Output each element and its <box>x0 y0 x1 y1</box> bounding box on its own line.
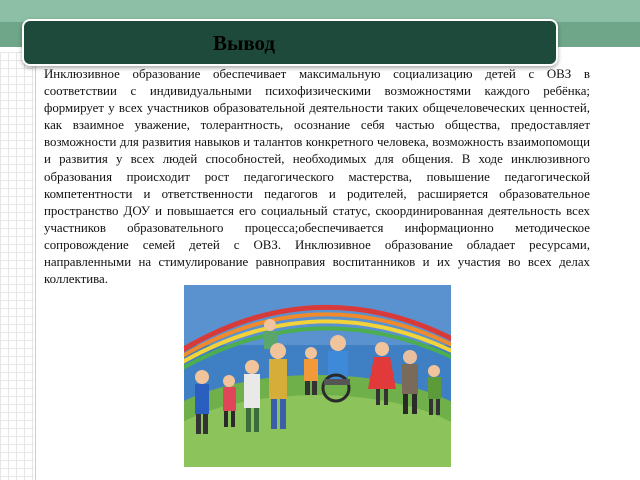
slide-body-text: Инклюзивное образование обеспечивает максимальную социализацию детей с ОВЗ в соответствии с индивидуальными психофизическими возможностями каждого ребёнка; формирует у всех участников образовательной деятельности таких общечеловеческих ценностей, как взаимное уважение, толерантность, осознание себя частью общества, предоставляет возможности для развития навыков и талантов конкретного человека, возможность взаимопомощи и развития у всех людей способностей, необходимых для общения. В ходе инклюзивного образования происходит рост педагогического мастерства, повышение педагогической компетентности и ответственности педагогов и родителей, расширяется образовательное пространство ДОУ и повышается его социальный статус, скоординированная деятельность всех участников образовательного процесса;обеспечивается информационно методическое сопровождение семей детей с ОВЗ. Инклюзивное образование обладает ресурсами, направленными на стимулирование равноправия воспитанников и их участия во всех делах коллектива. <box>44 67 590 287</box>
rail-divider <box>35 47 36 480</box>
left-grid-pattern <box>0 52 34 480</box>
children-drawing-illustration <box>184 285 451 467</box>
title-bar <box>22 19 558 66</box>
slide-title: Вывод <box>212 31 276 55</box>
children-drawing-image <box>184 285 451 467</box>
